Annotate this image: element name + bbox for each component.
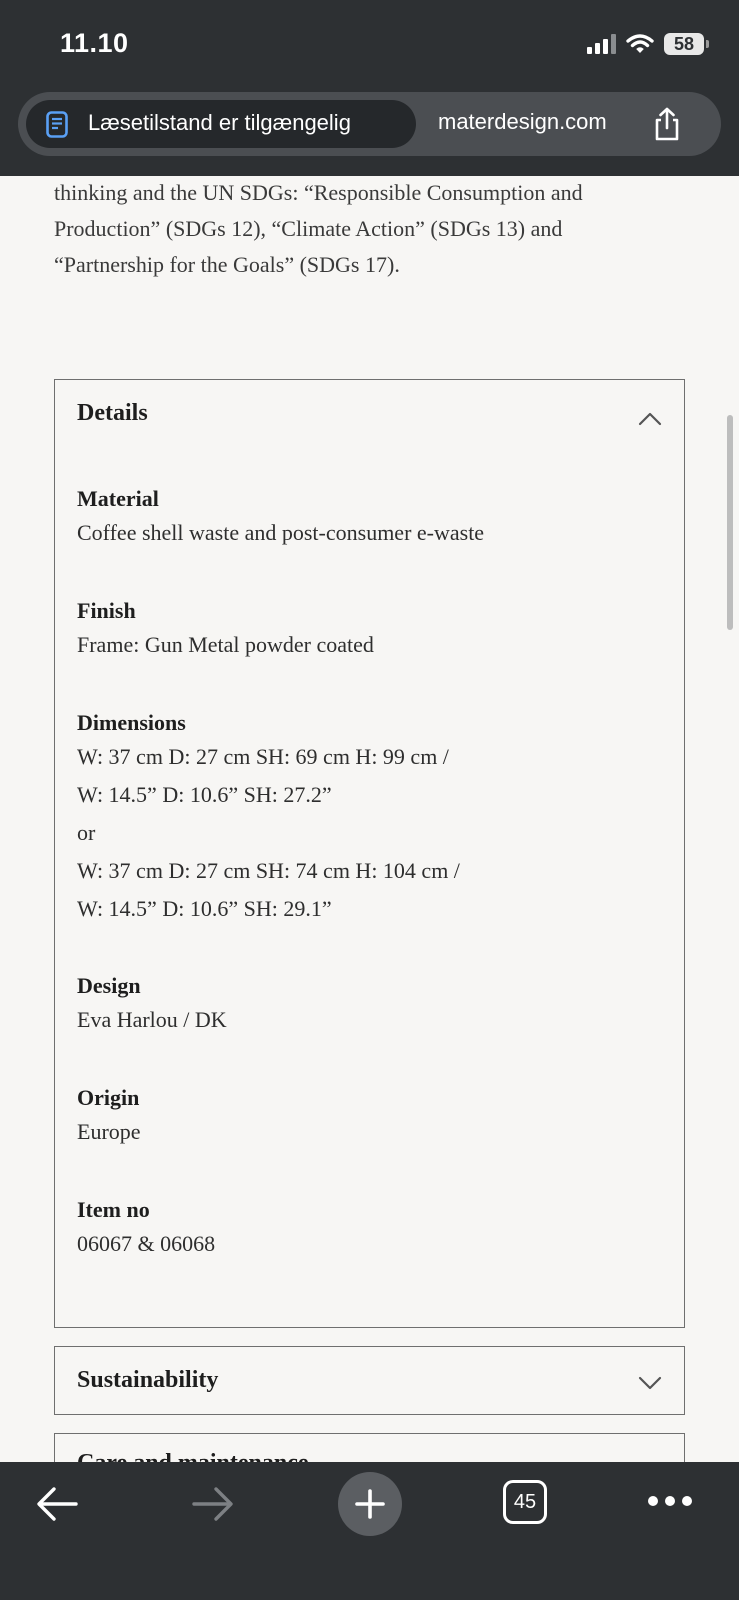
details-accordion [54,379,685,1328]
detail-material [77,484,667,552]
address-bar[interactable] [18,92,721,156]
more-options-icon[interactable] [648,1494,692,1508]
scrollbar-thumb[interactable] [727,415,733,630]
detail-value: Coffee shell waste and post-consumer e-waste [77,520,485,545]
status-time: 11.10 [60,28,129,58]
wifi-icon [626,33,654,55]
forward-arrow-icon[interactable] [190,1484,236,1524]
cellular-signal-icon [587,34,616,54]
detail-value: W: 14.5” D: 10.6” SH: 29.1” [77,896,332,921]
reader-mode-label: Læsetilstand er tilgængelig [88,110,351,135]
detail-finish [77,596,667,664]
detail-value: W: 14.5” D: 10.6” SH: 27.2” [77,782,332,807]
detail-origin [77,1083,667,1151]
details-accordion-header[interactable]: Details [77,400,148,426]
chevron-up-icon[interactable] [638,410,662,426]
intro-paragraph [54,176,694,284]
plus-icon [354,1488,386,1520]
detail-value: 06067 & 06068 [77,1231,216,1256]
intro-line: Production” (SDGs 12), “Climate Action” (SDGs 13) and [54,216,563,241]
detail-label: Origin [77,1085,140,1110]
browser-bottom-toolbar [0,1462,739,1600]
new-tab-button[interactable] [338,1472,402,1536]
battery-icon [664,33,709,55]
detail-value: W: 37 cm D: 27 cm SH: 69 cm H: 99 cm / [77,744,449,769]
back-arrow-icon[interactable] [34,1484,80,1524]
detail-value: Frame: Gun Metal powder coated [77,632,374,657]
status-icons [587,30,709,58]
share-icon[interactable] [651,106,683,142]
detail-value: W: 37 cm D: 27 cm SH: 74 cm H: 104 cm / [77,858,460,883]
detail-value: Europe [77,1119,141,1144]
tab-switcher-button[interactable]: 45 [503,1480,547,1524]
intro-line: “Partnership for the Goals” (SDGs 17). [54,252,400,277]
sustainability-accordion-header[interactable]: Sustainability [77,1367,219,1393]
sustainability-accordion[interactable] [54,1346,685,1415]
reader-mode-icon [46,111,68,138]
detail-item-no [77,1195,667,1263]
detail-label: Finish [77,598,136,623]
detail-label: Design [77,973,141,998]
detail-label: Material [77,486,159,511]
browser-top-bar [0,0,739,176]
detail-label: Dimensions [77,710,186,735]
detail-value: or [77,820,96,845]
detail-design [77,971,667,1039]
detail-dimensions [77,708,667,928]
chevron-down-icon[interactable] [638,1375,662,1391]
battery-level: 58 [664,33,704,55]
reader-mode-button[interactable] [26,100,416,148]
intro-line: thinking and the UN SDGs: “Responsible Consumption and [54,180,583,205]
url-domain[interactable]: materdesign.com [438,109,607,134]
detail-label: Item no [77,1197,150,1222]
detail-value: Eva Harlou / DK [77,1007,227,1032]
